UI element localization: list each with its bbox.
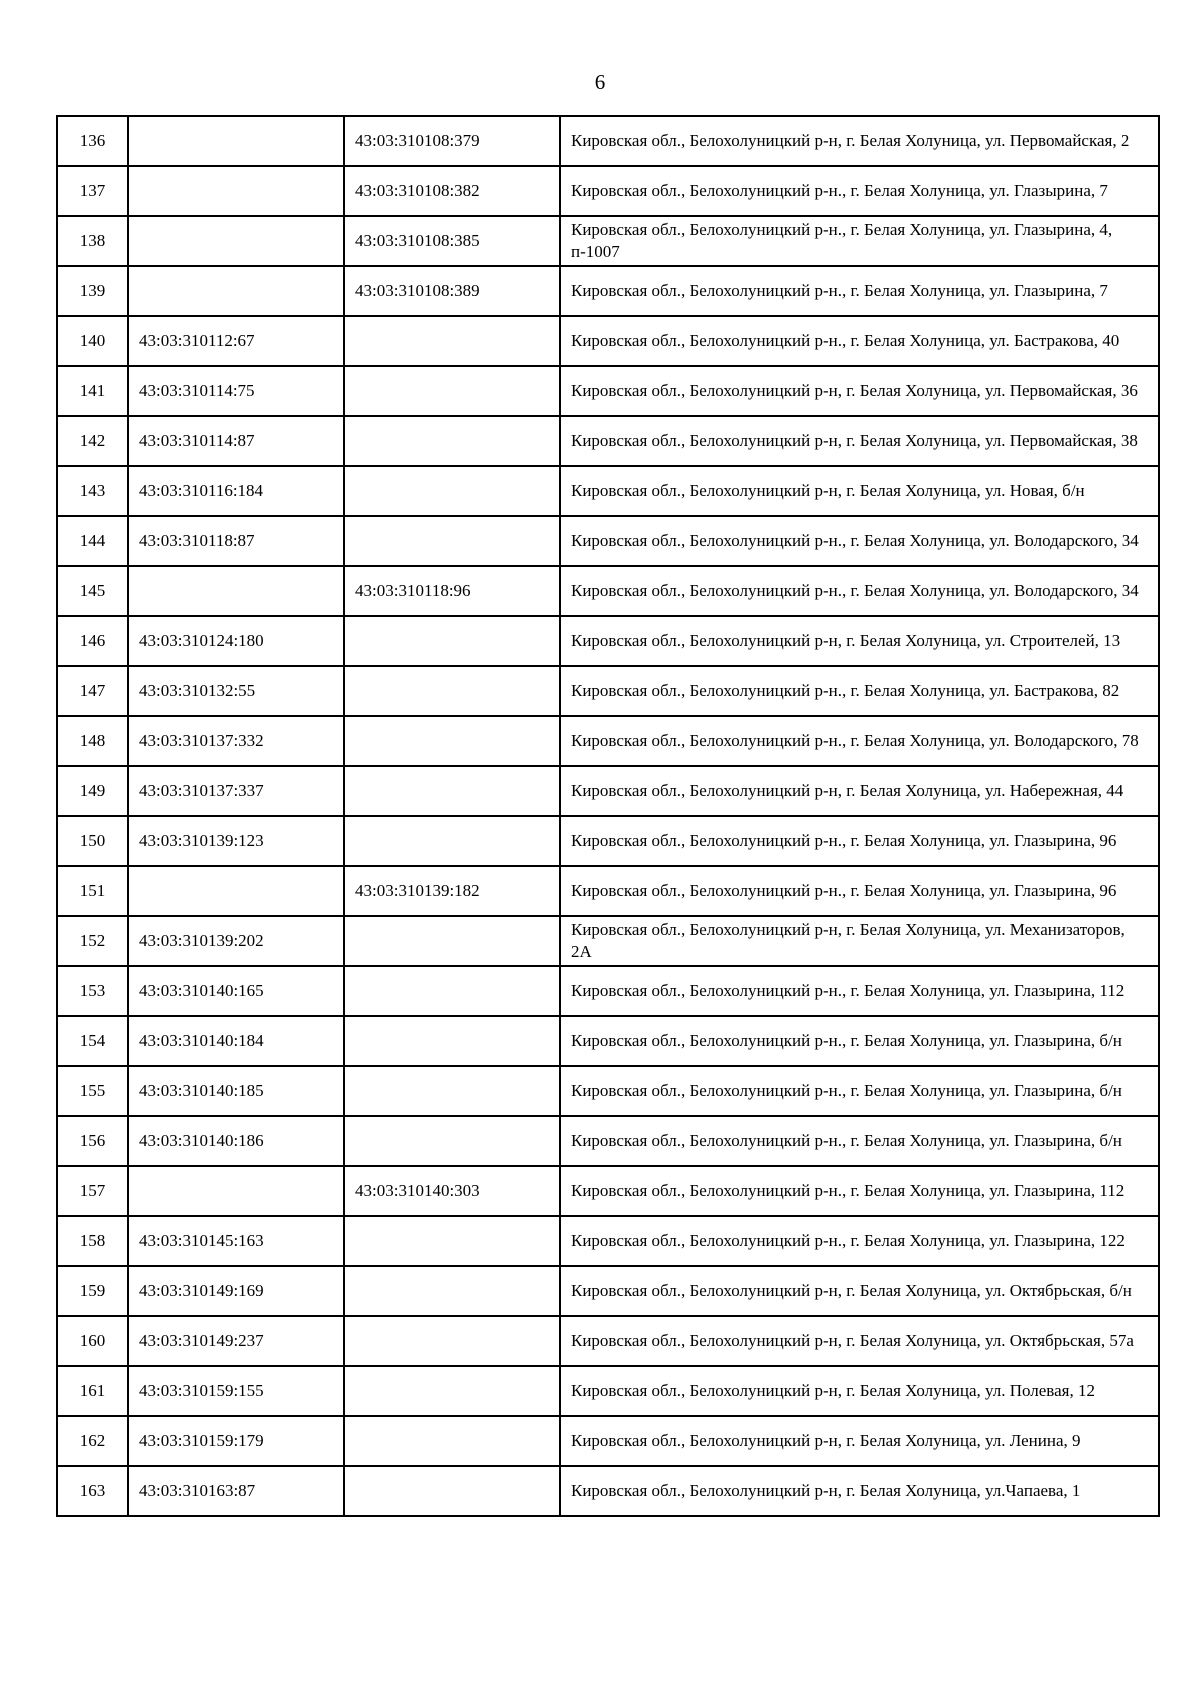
table-row bbox=[57, 1366, 1159, 1416]
table-row bbox=[57, 566, 1159, 616]
land-plot-cadastral-number-cell: 43:03:310124:180 bbox=[128, 616, 344, 666]
table-row bbox=[57, 1066, 1159, 1116]
building-cadastral-number-cell bbox=[344, 816, 560, 866]
address-cell: Кировская обл., Белохолуницкий р-н, г. Белая Холуница, ул.Чапаева, 1 bbox=[560, 1466, 1159, 1516]
row-number-cell: 144 bbox=[57, 516, 128, 566]
row-number-cell: 141 bbox=[57, 366, 128, 416]
table-row bbox=[57, 916, 1159, 966]
row-number-cell: 136 bbox=[57, 116, 128, 166]
row-number-cell: 162 bbox=[57, 1416, 128, 1466]
table-row bbox=[57, 166, 1159, 216]
row-number-cell: 137 bbox=[57, 166, 128, 216]
table-row bbox=[57, 1466, 1159, 1516]
building-cadastral-number-cell bbox=[344, 616, 560, 666]
cadastral-registry-table bbox=[56, 115, 1160, 1517]
address-cell: Кировская обл., Белохолуницкий р-н., г. Белая Холуница, ул. Володарского, 34 bbox=[560, 566, 1159, 616]
land-plot-cadastral-number-cell: 43:03:310149:237 bbox=[128, 1316, 344, 1366]
row-number-cell: 160 bbox=[57, 1316, 128, 1366]
table-row bbox=[57, 866, 1159, 916]
table-row bbox=[57, 116, 1159, 166]
land-plot-cadastral-number-cell: 43:03:310140:186 bbox=[128, 1116, 344, 1166]
building-cadastral-number-cell bbox=[344, 466, 560, 516]
building-cadastral-number-cell bbox=[344, 516, 560, 566]
row-number-cell: 149 bbox=[57, 766, 128, 816]
building-cadastral-number-cell bbox=[344, 1116, 560, 1166]
land-plot-cadastral-number-cell: 43:03:310159:179 bbox=[128, 1416, 344, 1466]
land-plot-cadastral-number-cell: 43:03:310163:87 bbox=[128, 1466, 344, 1516]
table-row bbox=[57, 1166, 1159, 1216]
building-cadastral-number-cell bbox=[344, 1216, 560, 1266]
building-cadastral-number-cell bbox=[344, 766, 560, 816]
land-plot-cadastral-number-cell: 43:03:310159:155 bbox=[128, 1366, 344, 1416]
address-cell: Кировская обл., Белохолуницкий р-н, г. Белая Холуница, ул. Октябрьская, 57а bbox=[560, 1316, 1159, 1366]
row-number-cell: 150 bbox=[57, 816, 128, 866]
table-row bbox=[57, 616, 1159, 666]
land-plot-cadastral-number-cell: 43:03:310112:67 bbox=[128, 316, 344, 366]
table-row bbox=[57, 366, 1159, 416]
building-cadastral-number-cell bbox=[344, 1016, 560, 1066]
land-plot-cadastral-number-cell: 43:03:310140:184 bbox=[128, 1016, 344, 1066]
land-plot-cadastral-number-cell: 43:03:310114:75 bbox=[128, 366, 344, 416]
land-plot-cadastral-number-cell bbox=[128, 266, 344, 316]
row-number-cell: 140 bbox=[57, 316, 128, 366]
building-cadastral-number-cell bbox=[344, 916, 560, 966]
row-number-cell: 147 bbox=[57, 666, 128, 716]
table-row bbox=[57, 666, 1159, 716]
table-row bbox=[57, 316, 1159, 366]
building-cadastral-number-cell bbox=[344, 1466, 560, 1516]
address-cell: Кировская обл., Белохолуницкий р-н., г. Белая Холуница, ул. Глазырина, 122 bbox=[560, 1216, 1159, 1266]
table-row bbox=[57, 1216, 1159, 1266]
address-cell: Кировская обл., Белохолуницкий р-н., г. Белая Холуница, ул. Глазырина, 7 bbox=[560, 266, 1159, 316]
address-cell: Кировская обл., Белохолуницкий р-н., г. Белая Холуница, ул. Глазырина, б/н bbox=[560, 1116, 1159, 1166]
table-row bbox=[57, 1116, 1159, 1166]
land-plot-cadastral-number-cell: 43:03:310132:55 bbox=[128, 666, 344, 716]
land-plot-cadastral-number-cell: 43:03:310145:163 bbox=[128, 1216, 344, 1266]
building-cadastral-number-cell: 43:03:310140:303 bbox=[344, 1166, 560, 1216]
row-number-cell: 157 bbox=[57, 1166, 128, 1216]
building-cadastral-number-cell: 43:03:310108:379 bbox=[344, 116, 560, 166]
page-number: 6 bbox=[594, 70, 606, 94]
row-number-cell: 145 bbox=[57, 566, 128, 616]
address-cell: Кировская обл., Белохолуницкий р-н., г. Белая Холуница, ул. Глазырина, б/н bbox=[560, 1016, 1159, 1066]
row-number-cell: 158 bbox=[57, 1216, 128, 1266]
land-plot-cadastral-number-cell bbox=[128, 566, 344, 616]
land-plot-cadastral-number-cell bbox=[128, 166, 344, 216]
table-row bbox=[57, 1016, 1159, 1066]
building-cadastral-number-cell bbox=[344, 716, 560, 766]
table-row bbox=[57, 466, 1159, 516]
land-plot-cadastral-number-cell: 43:03:310137:337 bbox=[128, 766, 344, 816]
address-cell: Кировская обл., Белохолуницкий р-н., г. Белая Холуница, ул. Глазырина, 7 bbox=[560, 166, 1159, 216]
address-cell: Кировская обл., Белохолуницкий р-н, г. Белая Холуница, ул. Октябрьская, б/н bbox=[560, 1266, 1159, 1316]
building-cadastral-number-cell bbox=[344, 416, 560, 466]
building-cadastral-number-cell bbox=[344, 1266, 560, 1316]
row-number-cell: 159 bbox=[57, 1266, 128, 1316]
table-row bbox=[57, 1416, 1159, 1466]
address-cell: Кировская обл., Белохолуницкий р-н, г. Белая Холуница, ул. Полевая, 12 bbox=[560, 1366, 1159, 1416]
row-number-cell: 148 bbox=[57, 716, 128, 766]
building-cadastral-number-cell bbox=[344, 966, 560, 1016]
land-plot-cadastral-number-cell: 43:03:310139:202 bbox=[128, 916, 344, 966]
land-plot-cadastral-number-cell: 43:03:310149:169 bbox=[128, 1266, 344, 1316]
table-row bbox=[57, 266, 1159, 316]
building-cadastral-number-cell bbox=[344, 666, 560, 716]
address-cell: Кировская обл., Белохолуницкий р-н., г. Белая Холуница, ул. Бастракова, 82 bbox=[560, 666, 1159, 716]
address-cell: Кировская обл., Белохолуницкий р-н., г. Белая Холуница, ул. Володарского, 78 bbox=[560, 716, 1159, 766]
address-cell: Кировская обл., Белохолуницкий р-н., г. Белая Холуница, ул. Глазырина, 112 bbox=[560, 1166, 1159, 1216]
address-cell: Кировская обл., Белохолуницкий р-н., г. Белая Холуница, ул. Глазырина, 96 bbox=[560, 866, 1159, 916]
row-number-cell: 156 bbox=[57, 1116, 128, 1166]
row-number-cell: 151 bbox=[57, 866, 128, 916]
row-number-cell: 152 bbox=[57, 916, 128, 966]
address-cell: Кировская обл., Белохолуницкий р-н., г. Белая Холуница, ул. Глазырина, б/н bbox=[560, 1066, 1159, 1116]
land-plot-cadastral-number-cell: 43:03:310114:87 bbox=[128, 416, 344, 466]
table-row bbox=[57, 766, 1159, 816]
table-row bbox=[57, 1316, 1159, 1366]
address-cell: Кировская обл., Белохолуницкий р-н, г. Белая Холуница, ул. Новая, б/н bbox=[560, 466, 1159, 516]
row-number-cell: 153 bbox=[57, 966, 128, 1016]
row-number-cell: 139 bbox=[57, 266, 128, 316]
registry-table-body bbox=[57, 116, 1159, 1516]
building-cadastral-number-cell: 43:03:310108:382 bbox=[344, 166, 560, 216]
row-number-cell: 142 bbox=[57, 416, 128, 466]
building-cadastral-number-cell: 43:03:310139:182 bbox=[344, 866, 560, 916]
table-row bbox=[57, 966, 1159, 1016]
land-plot-cadastral-number-cell bbox=[128, 216, 344, 266]
address-cell: Кировская обл., Белохолуницкий р-н., г. Белая Холуница, ул. Глазырина, 4, п-1007 bbox=[560, 216, 1159, 266]
row-number-cell: 163 bbox=[57, 1466, 128, 1516]
address-cell: Кировская обл., Белохолуницкий р-н., г. Белая Холуница, ул. Глазырина, 96 bbox=[560, 816, 1159, 866]
land-plot-cadastral-number-cell bbox=[128, 1166, 344, 1216]
address-cell: Кировская обл., Белохолуницкий р-н, г. Белая Холуница, ул. Набережная, 44 bbox=[560, 766, 1159, 816]
land-plot-cadastral-number-cell: 43:03:310140:185 bbox=[128, 1066, 344, 1116]
address-cell: Кировская обл., Белохолуницкий р-н., г. Белая Холуница, ул. Глазырина, 112 bbox=[560, 966, 1159, 1016]
row-number-cell: 146 bbox=[57, 616, 128, 666]
land-plot-cadastral-number-cell: 43:03:310116:184 bbox=[128, 466, 344, 516]
address-cell: Кировская обл., Белохолуницкий р-н., г. Белая Холуница, ул. Бастракова, 40 bbox=[560, 316, 1159, 366]
row-number-cell: 154 bbox=[57, 1016, 128, 1066]
table-row bbox=[57, 516, 1159, 566]
building-cadastral-number-cell: 43:03:310108:389 bbox=[344, 266, 560, 316]
address-cell: Кировская обл., Белохолуницкий р-н, г. Белая Холуница, ул. Строителей, 13 bbox=[560, 616, 1159, 666]
address-cell: Кировская обл., Белохолуницкий р-н, г. Белая Холуница, ул. Первомайская, 2 bbox=[560, 116, 1159, 166]
table-row bbox=[57, 816, 1159, 866]
land-plot-cadastral-number-cell: 43:03:310140:165 bbox=[128, 966, 344, 1016]
land-plot-cadastral-number-cell: 43:03:310137:332 bbox=[128, 716, 344, 766]
row-number-cell: 143 bbox=[57, 466, 128, 516]
land-plot-cadastral-number-cell: 43:03:310139:123 bbox=[128, 816, 344, 866]
building-cadastral-number-cell bbox=[344, 1416, 560, 1466]
building-cadastral-number-cell: 43:03:310118:96 bbox=[344, 566, 560, 616]
address-cell: Кировская обл., Белохолуницкий р-н, г. Белая Холуница, ул. Первомайская, 38 bbox=[560, 416, 1159, 466]
table-row bbox=[57, 416, 1159, 466]
address-cell: Кировская обл., Белохолуницкий р-н, г. Белая Холуница, ул. Ленина, 9 bbox=[560, 1416, 1159, 1466]
building-cadastral-number-cell bbox=[344, 1366, 560, 1416]
land-plot-cadastral-number-cell bbox=[128, 866, 344, 916]
building-cadastral-number-cell bbox=[344, 1316, 560, 1366]
table-row bbox=[57, 1266, 1159, 1316]
row-number-cell: 155 bbox=[57, 1066, 128, 1116]
building-cadastral-number-cell: 43:03:310108:385 bbox=[344, 216, 560, 266]
building-cadastral-number-cell bbox=[344, 316, 560, 366]
table-row bbox=[57, 716, 1159, 766]
row-number-cell: 161 bbox=[57, 1366, 128, 1416]
building-cadastral-number-cell bbox=[344, 1066, 560, 1116]
address-cell: Кировская обл., Белохолуницкий р-н., г. Белая Холуница, ул. Володарского, 34 bbox=[560, 516, 1159, 566]
row-number-cell: 138 bbox=[57, 216, 128, 266]
address-cell: Кировская обл., Белохолуницкий р-н, г. Белая Холуница, ул. Первомайская, 36 bbox=[560, 366, 1159, 416]
land-plot-cadastral-number-cell bbox=[128, 116, 344, 166]
table-row bbox=[57, 216, 1159, 266]
land-plot-cadastral-number-cell: 43:03:310118:87 bbox=[128, 516, 344, 566]
address-cell: Кировская обл., Белохолуницкий р-н, г. Белая Холуница, ул. Механизаторов, 2А bbox=[560, 916, 1159, 966]
building-cadastral-number-cell bbox=[344, 366, 560, 416]
